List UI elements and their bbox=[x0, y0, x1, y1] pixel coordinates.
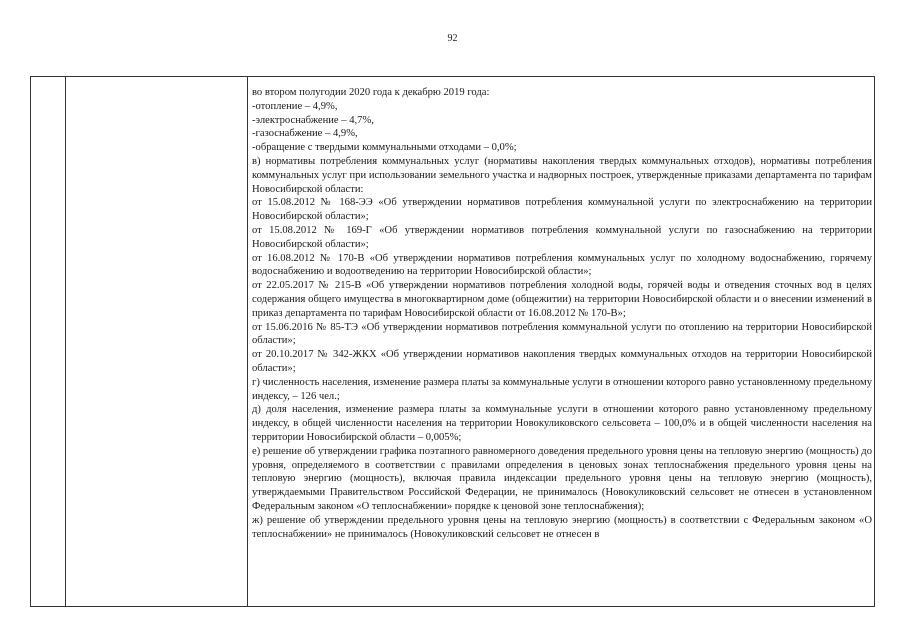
list-item-electricity: -электроснабжение – 4,7%, bbox=[252, 114, 374, 126]
paragraph-v-norms: в) нормативы потребления коммунальных услуг (нормативы накопления твердых коммунальных отходов), нормативы потребления коммунальных услуг при использовании земельного участка и надворных построек, утвержденные приказами департамента по тарифам Новосибирской области: bbox=[252, 155, 872, 195]
order-85-te: от 15.06.2016 № 85-ТЭ «Об утверждении нормативов потребления коммунальной услуги по отоплению на территории Новосибирской области»; bbox=[252, 321, 872, 347]
table-cell-content bbox=[252, 86, 872, 541]
list-item-heating: -отопление – 4,9%, bbox=[252, 100, 338, 112]
column-divider-2 bbox=[247, 77, 248, 606]
paragraph-intro: во втором полугодии 2020 года к декабрю 2019 года: bbox=[252, 87, 490, 98]
order-169-g: от 15.08.2012 № 169-Г «Об утверждении нормативов потребления коммунальной услуги по газоснабжению на территории Новосибирской области»; bbox=[252, 224, 872, 250]
order-170-v: от 16.08.2012 № 170-В «Об утверждении нормативов потребления коммунальных услуг по холодному водоснабжению, горячему водоснабжению и водоотведению на территории Новосибирской области»; bbox=[252, 252, 872, 278]
paragraph-g-population: г) численность населения, изменение размера платы за коммунальные услуги в отношении которого равно установленному предельному индексу, – 126 чел.; bbox=[252, 376, 872, 402]
page-number: 92 bbox=[447, 33, 458, 44]
column-divider-1 bbox=[65, 77, 66, 606]
order-168-ee: от 15.08.2012 № 168-ЭЭ «Об утверждении нормативов потребления коммунальной услуги по электроснабжению на территории Новосибирской области»; bbox=[252, 197, 872, 223]
paragraph-zh-heat-price: ж) решение об утверждении предельного уровня цены на тепловую энергию (мощность) в соответствии с Федеральным законом «О теплоснабжении» не принималось (Новокуликовский сельсовет не отнесен в bbox=[252, 514, 872, 540]
list-item-gas: -газоснабжение – 4,9%, bbox=[252, 128, 358, 140]
order-342-zhkh: от 20.10.2017 № 342-ЖКХ «Об утверждении нормативов накопления твердых коммунальных отходов на территории Новосибирской области»; bbox=[252, 349, 872, 374]
paragraph-d-share: д) доля населения, изменение размера платы за коммунальные услуги в отношении которого равно установленному предельному индексу, в общей численности населения на территории Новокуликовского сельсовета – 100,0% и в общей численности населения на территории Новосибирской области – 0,005%; bbox=[252, 404, 872, 443]
paragraph-e-heat-schedule: е) решение об утверждении графика поэтапного равномерного доведения предельного уровня цены на тепловую энергию (мощность) до уровня, определяемого в соответствии с правилами определения в ценовых зонах теплоснабжения предельного уровня цены на тепловую энергию (мощность), включая правила индексации предельного уровня цены на тепловую энергию (мощность), утверждаемыми Правительством Российской Федерации, не принималось (Новокуликовский сельсовет не отнесен в установленном Федеральным законом «О теплоснабжении» порядке к ценовой зоне теплоснабжения); bbox=[252, 445, 872, 512]
document-table bbox=[30, 76, 875, 607]
order-215-v: от 22.05.2017 № 215-В «Об утверждении нормативов потребления холодной воды, горячей воды и отведения сточных вод в целях содержания общего имущества в многоквартирном доме (общежитии) на территории Новосибирской области и о внесении изменений в приказ департамента по тарифам Новосибирской области от 16.08.2012 № 170-В»; bbox=[252, 280, 872, 319]
list-item-waste: -обращение с твердыми коммунальными отходами – 0,0%; bbox=[252, 142, 517, 154]
